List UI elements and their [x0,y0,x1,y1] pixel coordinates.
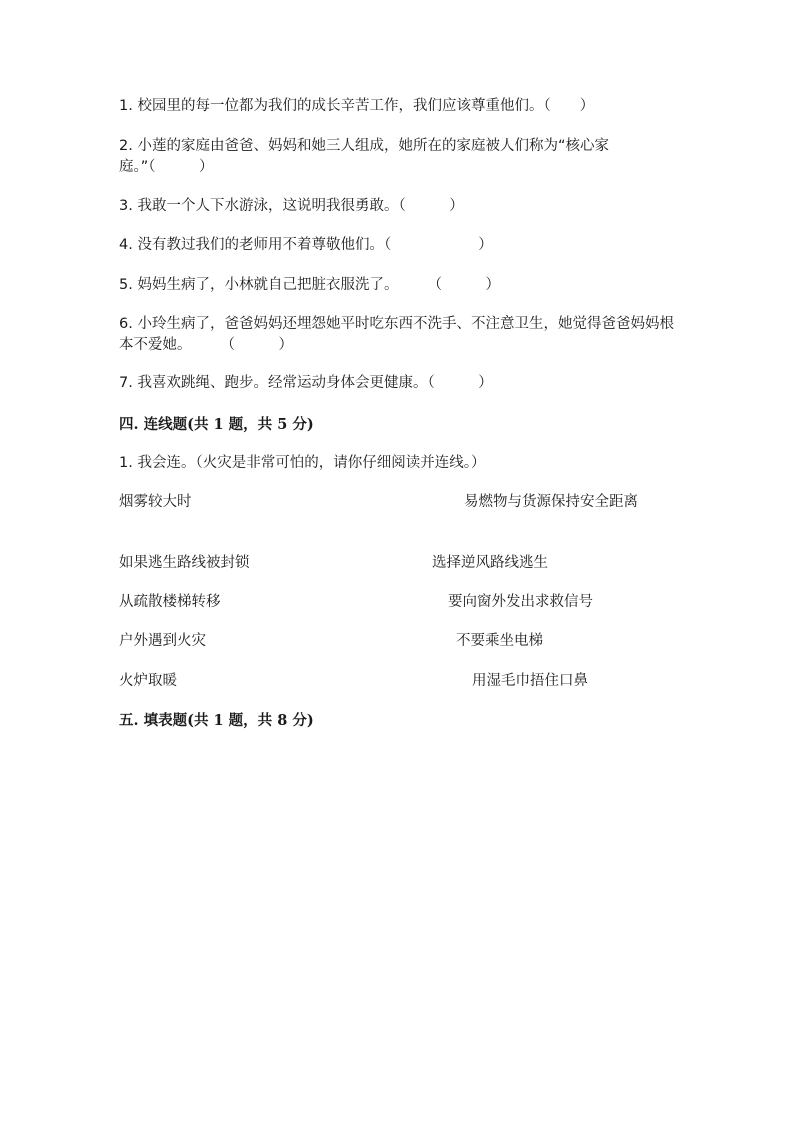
section-4-heading: 四. 连线题(共 1 题，共 5 分) [119,416,314,433]
matching-question: 1. 我会连。（火灾是非常可怕的，请你仔细阅读并连线。） [119,455,486,471]
match-left-item-2: 如果逃生路线被封锁 [119,555,250,571]
match-left-item-4: 户外遇到火灾 [119,633,206,649]
judgement-item-3: 3. 我敢一个人下水游泳，这说明我很勇敢。（ ） [119,198,464,214]
judgement-item-6: 6. 小玲生病了，爸爸妈妈还埋怨她平时吃东西不洗手、不注意卫生，她觉得爸爸妈妈根本不爱她。 （ ） [119,316,674,353]
match-left-item-1: 烟雾较大时 [119,494,192,510]
match-right-item-5: 用湿毛巾捂住口鼻 [472,673,588,689]
match-right-item-1: 易燃物与货源保持安全距离 [464,494,638,510]
match-right-item-3: 要向窗外发出求救信号 [448,594,593,610]
match-left-item-3: 从疏散楼梯转移 [119,594,221,610]
section-5-heading: 五. 填表题(共 1 题，共 8 分) [119,712,314,729]
judgement-item-7: 7. 我喜欢跳绳、跑步。经常运动身体会更健康。（ ） [119,375,493,391]
match-right-item-2: 选择逆风路线逃生 [432,555,548,571]
judgement-item-4: 4. 没有教过我们的老师用不着尊敬他们。（ ） [119,237,493,253]
judgement-item-5: 5. 妈妈生病了，小林就自己把脏衣服洗了。 （ ） [119,277,500,293]
match-left-item-5: 火炉取暖 [119,673,177,689]
judgement-item-1: 1. 校园里的每一位都为我们的成长辛苦工作，我们应该尊重他们。（ ） [119,98,595,114]
judgement-item-2: 2. 小莲的家庭由爸爸、妈妈和她三人组成，她所在的家庭被人们称为“核心家庭。”（ ） [119,138,609,175]
match-right-item-4: 不要乘坐电梯 [456,633,543,649]
